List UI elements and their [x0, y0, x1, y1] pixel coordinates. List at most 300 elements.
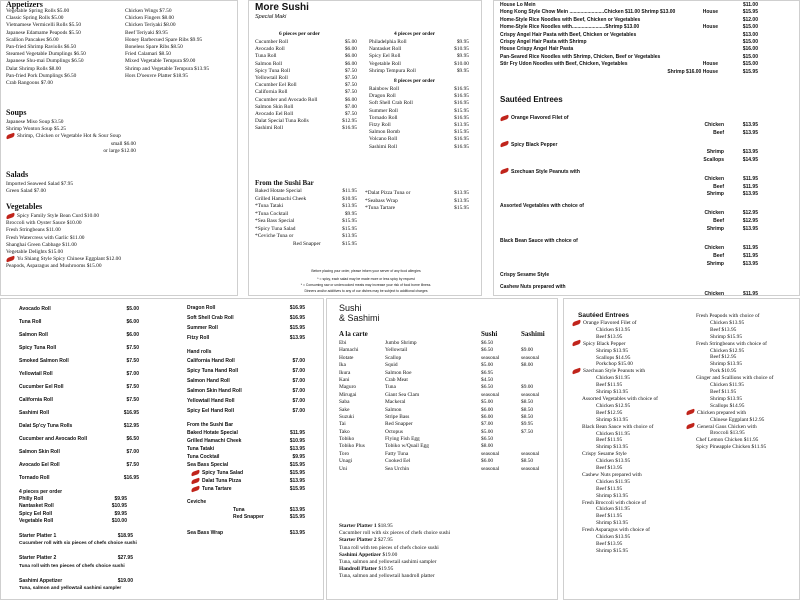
maki-row-price: $7.50 — [344, 75, 357, 82]
noodle-name: Home-Style Rice Noodles with........................Shrimp $13.00 — [500, 24, 640, 31]
ceviche-header: Ceviche — [187, 499, 207, 506]
sushi-bar-price: $15.95 — [289, 486, 305, 493]
vegetable-item: Vegetable Delights $15.00 — [6, 249, 64, 256]
entree-price: $13.95 — [742, 149, 758, 155]
platter-desc: Tuna, salmon and yellowtail sashimi sampler — [19, 586, 122, 592]
sushi-price: $7.00 — [481, 421, 494, 428]
appetizer-item: Classic Spring Rolls $5.00 — [6, 15, 64, 22]
maki-row-price: $16.95 — [454, 100, 469, 107]
sushi-english-name: Jumbo Shrimp — [385, 340, 417, 346]
entree-option: Chicken $12.95 — [710, 347, 745, 354]
appetizers-list-right — [125, 8, 209, 80]
four-pieces-header: 4 pieces per order — [19, 489, 63, 495]
roll-row — [187, 406, 305, 416]
roll-name: Tornado Roll — [19, 475, 50, 481]
entree-price-row — [500, 176, 758, 184]
sushi-item-row — [339, 466, 557, 473]
sushi-price: $6.00 — [481, 458, 494, 465]
appetizer-item: Steamed Vegetable Dumplings $6.50 — [6, 51, 86, 58]
entree-price-row — [500, 157, 758, 165]
maki-row — [255, 104, 357, 111]
entree-protein: Beef — [713, 183, 724, 190]
maki-row-name: Soft Shell Crab Roll — [369, 100, 413, 107]
sushi-english-name: Stripe Bass — [385, 413, 410, 420]
entree-name: Crispy Sesame Style — [582, 451, 627, 458]
note-line: Before placing your order, please inform your server of any food allergies — [311, 269, 421, 273]
appetizer-item: Pan-fried Pork Dumplings $6.50 — [6, 72, 77, 79]
sushi-japanese-name: Tai — [339, 421, 346, 428]
vegetable-item: Peapods, Asparagus and Mushrooms $15.00 — [6, 263, 102, 270]
salads-list — [6, 181, 73, 195]
entree-price-row — [500, 149, 758, 157]
roll-price: $9.95 — [114, 510, 127, 517]
sushi-bar-row — [255, 241, 357, 249]
entree-option: Shrimp $13.95 — [596, 389, 629, 396]
sushi-english-name: Red Snapper — [385, 421, 413, 428]
entree-price-row — [500, 291, 758, 296]
vegetable-item: Broccoli with Oyster Sauce $10.00 — [6, 220, 82, 227]
rolls-list-left — [19, 303, 139, 600]
sushi-japanese-name: Uni — [339, 465, 348, 472]
maki-row — [255, 89, 357, 96]
salad-item: Imported Seaweed Salad $7.95 — [6, 181, 74, 187]
chili-pepper-icon — [686, 423, 696, 430]
appetizer-item: Shrimp and Vegetable Tempura $13.95 — [125, 65, 210, 72]
maki-row — [255, 53, 357, 60]
entree-option: Shrimp $15.95 — [596, 547, 629, 554]
ceviche-name: Red Snapper — [233, 513, 264, 520]
rolls-list-right — [187, 303, 305, 537]
sushi-japanese-name: Tobiko Plus — [339, 443, 365, 450]
roll-row — [19, 496, 139, 503]
entree-option: Chicken $13.95 — [596, 326, 631, 333]
six-pieces-header: 6 pieces per order — [279, 31, 321, 37]
special-maki-subtitle: Special Maki — [255, 14, 287, 20]
entree-option: Chicken $12.95 — [596, 402, 631, 409]
roll-row — [187, 303, 305, 313]
sushi-price: $6.00 — [481, 413, 494, 420]
soup-item: small $6.00 — [110, 140, 136, 147]
entree-option: Chinese Eggplant $12.95 — [710, 416, 765, 423]
platter-row — [19, 555, 139, 562]
sushi-price: $6.50 — [481, 384, 494, 391]
roll-name: Dragon Roll — [187, 305, 216, 311]
sushi-english-name: Yellowtail — [385, 347, 408, 354]
appetizer-item: Japanese Edamame Peapods $5.50 — [6, 29, 81, 36]
chili-pepper-icon — [191, 478, 201, 485]
entree-option: Scallops $14.95 — [710, 402, 745, 409]
roll-row — [19, 355, 139, 368]
sea-bass-wrap-price: $13.95 — [289, 530, 305, 537]
maki-row-price: $10.95 — [454, 46, 469, 53]
soup-item: Shrimp Wonton Soup $5.25 — [6, 126, 66, 133]
appetizer-item: Beef Teriyaki $9.95 — [125, 29, 168, 36]
maki-row-name: Cucumber and Avocado Roll — [255, 96, 318, 103]
noodle-name: Pan-Seared Rice Noodles with Shrimp, Chicken, Beef or Vegetables — [500, 53, 661, 60]
maki-row-price: $5.00 — [344, 39, 357, 45]
maki-row-price: $6.00 — [344, 53, 357, 60]
maki-row-name: Vegetable Roll — [369, 60, 401, 67]
roll-name: Salmon Skin Hand Roll — [187, 388, 242, 395]
sushi-item-row — [339, 399, 557, 406]
noodle-house: Shrimp $16.00 House — [667, 68, 718, 75]
entree-option: Chicken $11.95 — [596, 506, 630, 513]
entree-name: Orange Flavored Filet of — [500, 115, 758, 122]
vegetable-item: Spicy Family Style Bean Curd $10.00 — [6, 213, 121, 220]
sushi-japanese-name: Tako — [339, 428, 350, 435]
entree-price: $13.95 — [742, 260, 758, 267]
sushi-english-name: Octopus — [385, 428, 403, 435]
sushi-english-name: Salmon — [385, 406, 402, 413]
roll-price: $7.50 — [126, 397, 139, 403]
roll-row — [19, 368, 139, 381]
platter-heading — [339, 566, 549, 573]
sushi-english-name: Tobiko w/Quail Egg — [385, 443, 429, 450]
maki-row — [369, 108, 469, 115]
platter-price: $18.95 — [377, 523, 393, 529]
sushi-japanese-name: Hotate — [339, 354, 354, 361]
sushi-item-row — [339, 347, 557, 354]
entree-option: Beef $13.95 — [710, 326, 737, 333]
sushi-price: $6.50 — [481, 347, 494, 354]
entree-name: Orange Flavored Filet of — [572, 320, 682, 327]
sushi-bar-header: From the Sushi Bar — [187, 422, 234, 429]
sushi-bar-name: Baked Hotate Special — [187, 430, 238, 437]
sushi-bar-row — [365, 205, 469, 213]
sashimi-price: $8.50 — [521, 458, 534, 465]
sushi-bar-row — [187, 437, 305, 445]
noodle-price: $12.00 — [742, 16, 758, 23]
maki-row-price: $7.00 — [344, 103, 357, 110]
sushi-bar-row-price: $15.95 — [342, 218, 357, 224]
entree-name: Crispy Sesame Style — [500, 272, 550, 279]
maki-row-name: Shrimp Tempura Roll — [369, 67, 416, 74]
sashimi-price: $9.95 — [521, 421, 534, 428]
entree-name: Szechuan Style Peanuts with — [500, 169, 758, 176]
entree-price: $11.95 — [742, 175, 758, 182]
chili-pepper-icon — [6, 133, 16, 140]
platter-price: $27.95 — [117, 555, 133, 562]
maki-row — [255, 75, 357, 82]
sushi-price: $6.50 — [481, 340, 494, 346]
maki-row — [255, 39, 357, 46]
noodle-price: $15.00 — [742, 61, 758, 68]
sushi-bar-row-name: *Tuna Cocktail — [255, 210, 289, 217]
sushi-bar-row-name: *Seabass Wrap — [365, 197, 398, 204]
appetizer-item: Pan-fried Shrimp Raviolis $6.50 — [6, 44, 77, 51]
platter-row — [19, 578, 139, 585]
entree-price-row — [500, 253, 758, 261]
appetizer-item: Chicken Wings $7.50 — [125, 8, 172, 14]
sushi-bar-row — [187, 477, 305, 485]
entree-name: Spicy Black Pepper — [572, 341, 682, 348]
eight-piece-list — [369, 86, 469, 151]
roll-price: $7.00 — [292, 398, 305, 405]
sushi-title: Sushi — [339, 303, 362, 313]
sushi-english-name: Mackeral — [385, 399, 406, 406]
vegetable-item: Yu Shiang Style Spicy Chinese Eggplant $12.00 — [6, 256, 121, 263]
entrees-column-left — [572, 320, 682, 555]
sushi-item-row — [339, 458, 557, 465]
roll-name: Salmon Skin Roll — [19, 449, 60, 455]
chili-pepper-icon — [572, 319, 582, 326]
noodle-row — [500, 39, 758, 46]
entree-protein: Chicken — [704, 244, 724, 251]
appetizers-heading: Appetizers — [6, 0, 43, 9]
maki-row-price: $16.95 — [454, 86, 469, 92]
entree-option: Chicken $13.95 — [596, 458, 631, 465]
sushi-japanese-name: Hamachi — [339, 347, 359, 354]
sushi-bar-row-price: $9.95 — [344, 210, 357, 217]
sushi-japanese-name: Kani — [339, 376, 350, 383]
sushi-bar-price: $13.95 — [289, 446, 305, 453]
roll-name: Avocado Roll — [19, 306, 51, 312]
sushi-item-row — [339, 436, 557, 443]
sushi-bar-row-price: $13.95 — [454, 197, 469, 204]
entree-name: Black Bean Sauce with choice of — [500, 237, 578, 244]
appetizer-item: Honey Barbecued Spare Ribs $9.95 — [125, 36, 203, 43]
entree-name: Chef Lemon Chicken $11.95 — [696, 437, 759, 444]
appetizer-item: Hors D'oeuvre Platter $18.95 — [125, 72, 188, 79]
entree-option: Beef $12.95 — [596, 409, 623, 416]
roll-name: Dalat Sp'cy Tuna Rolls — [19, 423, 73, 429]
roll-price: $10.00 — [111, 517, 127, 524]
maki-row-name: Salmon Skin Roll — [255, 103, 294, 110]
roll-price: $7.50 — [126, 384, 139, 390]
roll-row — [19, 472, 139, 485]
platter-price: $19.00 — [382, 551, 398, 558]
entree-name: Cashew Nuts prepared with — [582, 471, 642, 478]
noodle-name: Home-Style Rice Noodles with Beef, Chicken or Vegetables — [500, 16, 641, 23]
sushi-japanese-name: Saba — [339, 399, 350, 406]
noodle-name: Stir Fry Udon Noodles with Beef, Chicken, Vegetables — [500, 61, 628, 68]
platter-desc: Cucumber roll with six pieces of chefs choice sushi — [339, 530, 451, 537]
roll-row — [187, 313, 305, 323]
entree-option: Scallops $14.95 — [596, 354, 631, 361]
roll-row — [19, 394, 139, 407]
menu-page-appetizers — [0, 0, 238, 296]
roll-price: $16.95 — [123, 475, 139, 481]
chili-pepper-icon — [686, 409, 696, 416]
more-sushi-title: More Sushi — [255, 2, 309, 13]
sushi-english-name: Tuna — [385, 384, 396, 391]
chili-pepper-icon — [572, 340, 582, 347]
maki-row-price: $7.50 — [344, 89, 357, 96]
entree-option: Beef $11.95 — [596, 513, 623, 520]
sushi-price: $6.00 — [481, 406, 494, 413]
sushi-price: seasonal — [481, 391, 500, 398]
roll-name: Soft Shell Crab Roll — [187, 315, 234, 321]
sushi-english-name: Flying Fish Egg — [385, 436, 420, 443]
sushi-bar-row-price: $15.95 — [454, 205, 469, 211]
noodle-price: $15.00 — [742, 53, 758, 60]
maki-row — [255, 68, 357, 75]
sushi-bar-row — [365, 198, 469, 206]
entree-price: $11.95 — [742, 290, 758, 296]
entree-name: General Gaus Chicken with — [686, 424, 798, 431]
noodle-price: $11.00 — [742, 2, 758, 8]
sashimi-price: $9.00 — [521, 384, 534, 391]
a-la-carte-heading: A la carte — [339, 330, 368, 338]
roll-price: $10.95 — [111, 503, 127, 510]
salads-heading: Salads — [6, 170, 29, 179]
sushi-price: $6.50 — [481, 436, 494, 443]
sushi-english-name: Squid — [385, 362, 398, 369]
ceviche-price: $13.95 — [289, 506, 305, 513]
menu-page-more-sushi — [248, 0, 482, 296]
maki-row-price: $6.00 — [344, 96, 357, 103]
entree-name: Black Bean Sauce with choice of — [582, 423, 654, 430]
sushi-item-row — [339, 421, 557, 428]
sashimi-price: $9.00 — [521, 347, 534, 354]
menu-page-sushi-sashimi — [326, 298, 558, 600]
noodle-list — [500, 2, 758, 76]
maki-row-price: $15.95 — [454, 129, 469, 136]
entree-price: $12.95 — [742, 210, 758, 217]
roll-name: Spicy Eel Hand Roll — [187, 408, 234, 415]
sushi-bar-row-price: $13.95 — [454, 190, 469, 196]
entree-price: $11.95 — [742, 244, 758, 251]
platter-price: $19.00 — [117, 577, 133, 584]
entree-protein: Beef — [713, 252, 724, 259]
roll-row — [19, 303, 139, 316]
entree-name: Assorted Vegetables with choice of — [582, 395, 658, 402]
sushi-bar-row — [255, 211, 357, 219]
roll-name: Philly Roll — [19, 496, 44, 503]
roll-name: Spicy Tuna Roll — [19, 345, 57, 351]
sushi-english-name: Crab Meat — [385, 376, 408, 383]
entree-protein: Shrimp — [706, 149, 724, 155]
sushi-item-row — [339, 443, 557, 450]
sashimi-price: $7.50 — [521, 428, 534, 435]
entree-name: Fresh Broccoli with choice of — [582, 499, 647, 506]
sushi-bar-price: $13.95 — [289, 478, 305, 485]
sushi-item-row — [339, 370, 557, 377]
sea-bass-wrap-name: Sea Bass Wrap — [187, 530, 224, 537]
entree-name: Ginger and Scallions with choice of — [696, 375, 774, 382]
roll-name: California Hand Roll — [187, 358, 235, 365]
maki-row-name: Cucumber Roll — [255, 39, 289, 45]
sushi-bar-row — [255, 218, 357, 226]
sushi-japanese-name: Ikura — [339, 369, 351, 376]
sushi-bar-list-left — [255, 188, 357, 248]
sashimi-price: $8.00 — [521, 362, 534, 369]
maki-row-price: $9.95 — [456, 67, 469, 74]
maki-row — [369, 53, 469, 60]
roll-name: Nantasket Roll — [19, 503, 54, 510]
vegetable-item: Fresh Watercress with Garlic $11.00 — [6, 234, 85, 241]
entree-option: Beef $11.95 — [596, 485, 623, 492]
soups-list — [6, 119, 146, 155]
maki-row-name: Avocado Eel Roll — [255, 111, 294, 118]
entree-protein: Chicken — [704, 122, 724, 129]
sushi-japanese-name: Suzuki — [339, 413, 354, 420]
roll-row — [19, 446, 139, 459]
noodle-price: $15.95 — [742, 68, 758, 75]
maki-row-price: $6.00 — [344, 46, 357, 53]
sushi-price: seasonal — [481, 450, 500, 457]
maki-row-name: Dragon Roll — [369, 93, 396, 100]
maki-row-name: Spicy Tuna Roll — [255, 67, 291, 74]
appetizer-item: Boneless Spare Ribs $8.50 — [125, 44, 183, 51]
entree-option: Beef $11.95 — [710, 388, 737, 395]
sushi-price: $5.00 — [481, 428, 494, 435]
maki-row-price: $9.95 — [456, 39, 469, 45]
sushi-bar-price: $9.95 — [292, 454, 305, 461]
sauteed-entrees-heading: Sautéed Entrees — [500, 95, 563, 104]
sushi-bar-row-name: *Sea Bass Special — [255, 218, 295, 224]
entree-protein: Chicken — [704, 210, 724, 217]
sushi-item-row — [339, 429, 557, 436]
sushi-bar-name: Tuna Tataki — [187, 446, 215, 453]
sushi-bar-row-price: $13.95 — [342, 233, 357, 239]
roll-price: $7.00 — [126, 371, 139, 377]
maki-row-price: $16.95 — [454, 136, 469, 143]
platter-name: Starter Platter 2 — [19, 555, 57, 562]
noodle-row — [500, 61, 758, 68]
roll-name: Summer Roll — [187, 325, 218, 331]
vegetable-item: Fresh Stringbeans $11.00 — [6, 227, 61, 234]
entree-name: Cashew Nuts prepared with — [500, 283, 566, 290]
sushi-bar-row-price: $15.95 — [342, 240, 357, 247]
maki-row-name: Rainbow Roll — [369, 86, 400, 92]
sushi-bar-row-price: $15.95 — [342, 225, 357, 232]
roll-row — [19, 407, 139, 420]
entree-protein: Beef — [713, 130, 724, 136]
entree-protein: Chicken — [704, 175, 724, 182]
four-piece-list — [369, 39, 469, 75]
sashimi-price: $8.50 — [521, 413, 534, 420]
sushi-japanese-name: Mirugai — [339, 391, 357, 398]
vegetables-heading: Vegetables — [6, 202, 43, 211]
entree-option: Chicken $13.95 — [596, 534, 631, 541]
appetizer-item: Dalat Shrimp Rolls $8.00 — [6, 65, 62, 72]
soup-item: Shrimp, Chicken or Vegetable Hot & Sour Soup — [6, 133, 146, 140]
entree-name: Spicy Black Pepper — [500, 142, 758, 149]
sushi-bar-row — [187, 485, 305, 493]
sushi-item-row — [339, 407, 557, 414]
sushi-bar-price: $11.95 — [289, 430, 305, 437]
entree-option: Shrimp $13.95 — [596, 520, 629, 527]
entree-option: Chicken $11.95 — [596, 430, 630, 437]
appetizer-item: Japanese Shu-mai Dumplings $6.50 — [6, 58, 84, 65]
maki-row-name: Tuna Roll — [255, 53, 277, 60]
roll-price: $16.95 — [289, 305, 305, 311]
sushi-bar-name: Tuna Cocktail — [187, 454, 220, 461]
entree-price-row — [500, 130, 758, 138]
appetizer-item: Chicken Fingers $8.00 — [125, 15, 174, 22]
entree-option: Beef $11.95 — [596, 382, 623, 389]
maki-row-price: $6.00 — [344, 60, 357, 67]
noodle-row — [500, 9, 758, 16]
appetizer-item: Scallion Pancakes $6.00 — [6, 36, 59, 43]
maki-row — [369, 136, 469, 143]
sashimi-column-header: Sashimi — [521, 330, 545, 338]
noodle-house: House — [702, 9, 718, 16]
roll-row — [19, 503, 139, 510]
eight-pieces-header: 8 pieces per order — [394, 78, 436, 84]
entree-option: Shrimp $13.95 — [596, 347, 629, 354]
sushi-bar-price: $15.95 — [289, 470, 305, 477]
entree-price: $12.95 — [742, 218, 758, 225]
maki-row-name: Dalat Special Tuna Rolls — [255, 118, 309, 125]
noodle-price: $15.95 — [742, 9, 758, 16]
platter-name: Sashimi Appetizer — [339, 551, 382, 558]
entree-option: Shrimp $15.95 — [710, 333, 743, 340]
noodle-name: Hong Kong Style Chow Mein .........................Chicken $11.00 Shrimp $13.00 — [500, 9, 676, 16]
roll-price: $5.00 — [126, 306, 139, 312]
roll-name: Yellowtail Hand Roll — [187, 398, 235, 405]
